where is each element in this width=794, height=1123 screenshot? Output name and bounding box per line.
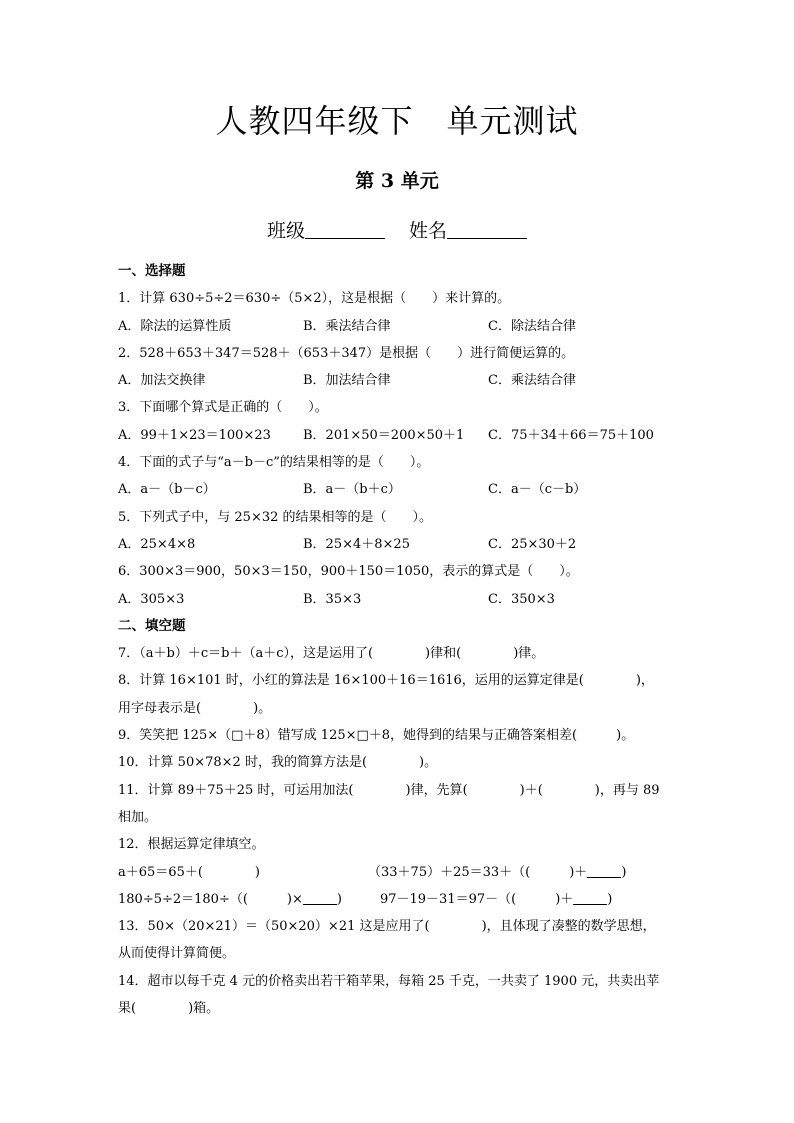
question-stem: 5．下列式子中，与 25×32 的结果相等的是（ ）。 bbox=[118, 509, 433, 525]
options-row bbox=[118, 586, 688, 613]
unit-subtitle: 第 3 单元 bbox=[355, 170, 439, 192]
option-c[interactable]: C．除法结合律 bbox=[488, 318, 576, 334]
option-a[interactable]: A．a－（b－c） bbox=[118, 482, 216, 498]
option-c[interactable]: C．350×3 bbox=[488, 591, 555, 607]
q12-expr-1: a＋65＝65＋( ) bbox=[118, 864, 260, 880]
q12-expr-3-post: ) bbox=[336, 891, 342, 907]
class-name-line bbox=[0, 216, 794, 243]
q12-blank[interactable] bbox=[587, 863, 621, 878]
option-b[interactable]: B．35×3 bbox=[303, 591, 362, 607]
question-stem: 6．300×3＝900，50×3＝150，900＋150＝1050，表示的算式是（ ）。 bbox=[118, 564, 579, 580]
question-line: 用字母表示是( )。 bbox=[118, 700, 272, 716]
option-a[interactable]: A．99＋1×23＝100×23 bbox=[118, 427, 271, 443]
class-label: 班级 bbox=[266, 220, 305, 242]
options-row bbox=[118, 531, 688, 558]
option-c[interactable]: C．75＋34＋66＝75＋100 bbox=[488, 427, 654, 443]
question-stem: 4．下面的式子与“a－b－c”的结果相等的是（ ）。 bbox=[118, 455, 430, 471]
option-c[interactable]: C．a－（c－b） bbox=[488, 482, 587, 498]
q12-expr-4-post: ) bbox=[607, 891, 613, 907]
q12-row-1 bbox=[118, 859, 688, 886]
question-line: 9．笑笑把 125×（□＋8）错写成 125×□＋8，她得到的结果与正确答案相差( )。 bbox=[118, 728, 635, 744]
q12-expr-2-post: ) bbox=[621, 864, 627, 880]
name-label: 姓名 bbox=[409, 220, 448, 242]
question-line: 相加。 bbox=[118, 809, 158, 825]
option-a[interactable]: A．加法交换律 bbox=[118, 373, 206, 389]
options-row bbox=[118, 476, 688, 503]
options-row bbox=[118, 367, 688, 394]
class-blank[interactable] bbox=[305, 222, 385, 239]
q12-expr-2-pre: （33＋75）＋25＝33＋（( )＋ bbox=[368, 864, 588, 880]
option-b[interactable]: B．201×50＝200×50＋1 bbox=[303, 427, 465, 443]
options-row bbox=[118, 313, 688, 340]
options-row bbox=[118, 422, 688, 449]
question-line: 14．超市以每千克 4 元的价格卖出若干箱苹果，每箱 25 千克，一共卖了 1900 元，共卖出苹 bbox=[118, 973, 660, 989]
option-c[interactable]: C．25×30＋2 bbox=[488, 536, 577, 552]
question-line: 从而使得计算简便。 bbox=[118, 946, 236, 962]
q12-blank[interactable] bbox=[573, 890, 607, 905]
option-b[interactable]: B．乘法结合律 bbox=[303, 318, 391, 334]
question-line: 8．计算 16×101 时，小红的算法是 16×100＋16＝1616，运用的运算定律是( )， bbox=[118, 673, 654, 689]
option-a[interactable]: A．305×3 bbox=[118, 591, 185, 607]
question-line: 13．50×（20×21）＝（50×20）×21 这是应用了( )，且体现了凑整的数学思想， bbox=[118, 919, 656, 935]
q12-expr-4-pre: 97－19－31＝97－（( )＋ bbox=[379, 891, 574, 907]
question-line: 11．计算 89＋75＋25 时，可运用加法( )律，先算( )＋( )，再与 89 bbox=[118, 782, 660, 798]
question-stem: 1．计算 630÷5÷2＝630÷（5×2），这是根据（ ）来计算的。 bbox=[118, 291, 511, 307]
section-heading-choice: 一、选择题 bbox=[118, 263, 186, 279]
question-content bbox=[118, 258, 688, 1022]
q12-blank[interactable] bbox=[303, 890, 337, 905]
question-line: 果( )箱。 bbox=[118, 1001, 220, 1017]
question-stem: 2．528＋653＋347＝528＋（653＋347）是根据（ ）进行简便运算的。 bbox=[118, 345, 575, 361]
question-line: 12．根据运算定律填空。 bbox=[118, 837, 265, 853]
name-blank[interactable] bbox=[447, 222, 527, 239]
section-heading-fill: 二、填空题 bbox=[118, 617, 186, 634]
option-b[interactable]: B．25×4＋8×25 bbox=[303, 536, 410, 552]
q12-expr-3-pre: 180÷5÷2＝180÷（( )× bbox=[118, 891, 303, 907]
question-stem: 3．下面哪个算式是正确的（ ）。 bbox=[118, 400, 328, 416]
option-a[interactable]: A．除法的运算性质 bbox=[118, 318, 232, 334]
option-b[interactable]: B．加法结合律 bbox=[303, 373, 391, 389]
option-b[interactable]: B．a－（b＋c） bbox=[303, 482, 401, 498]
q12-row-2 bbox=[118, 886, 688, 913]
question-line: 7．（a＋b）＋c＝b＋（a＋c），这是运用了( )律和( )律。 bbox=[118, 646, 545, 662]
option-c[interactable]: C．乘法结合律 bbox=[488, 373, 576, 389]
question-line: 10．计算 50×78×2 时，我的简算方法是( )。 bbox=[118, 755, 438, 771]
option-a[interactable]: A．25×4×8 bbox=[118, 536, 196, 552]
page-title: 人教四年级下 单元测试 bbox=[215, 102, 579, 140]
